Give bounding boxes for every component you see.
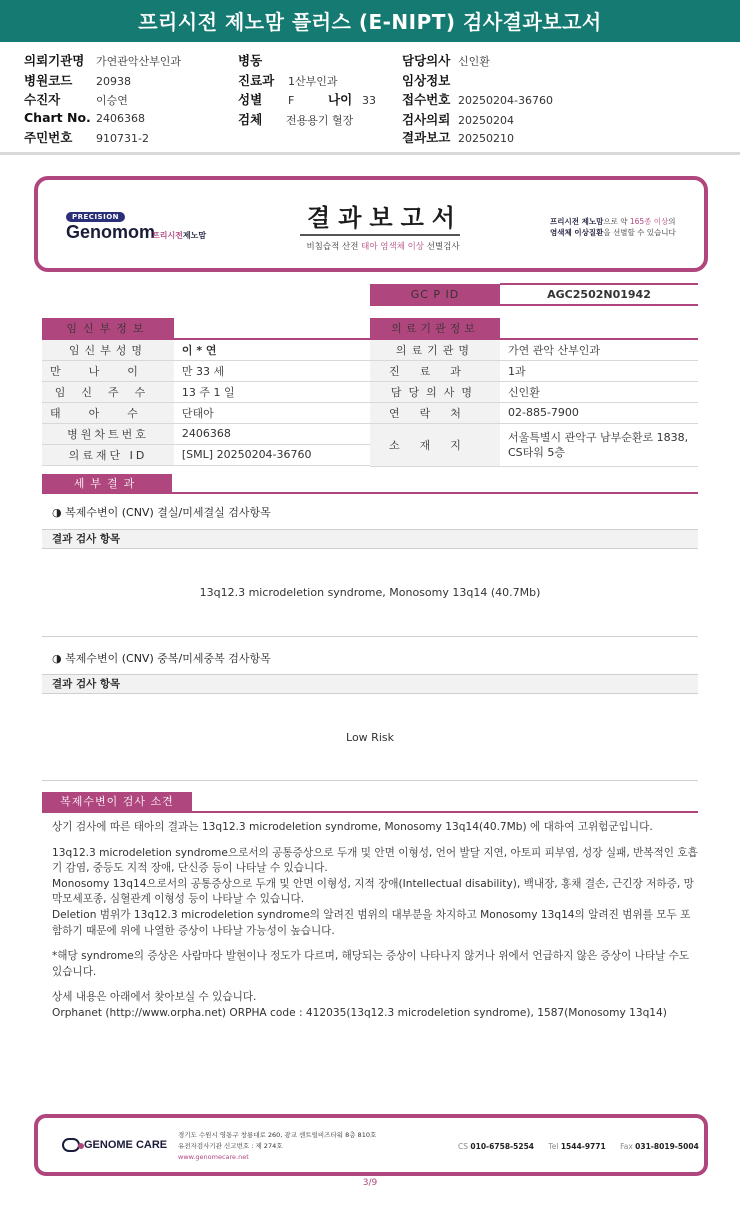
meta-row: 주민번호 910731-2 [24, 130, 149, 145]
page-number: 3/9 [362, 1178, 378, 1188]
footer-card [34, 1114, 708, 1176]
footer-contact: CS 010-6758-5254 Tel 1544-9771 Fax 031-8019-5004 [458, 1142, 699, 1151]
meta-row: 결과보고 20250210 [402, 130, 514, 145]
meta-row: 검체 전용용기 혈장 [238, 112, 354, 127]
meta-row: 검사의뢰 20250204 [402, 112, 514, 127]
findings-section-line [42, 811, 698, 813]
hospital-info-table [370, 318, 698, 467]
footer-website-link[interactable]: www.genomecare.net [178, 1153, 249, 1161]
meta-row: Chart No. 2406368 [24, 110, 145, 125]
table-row: 태아수 단태아 [42, 402, 370, 423]
genome-care-logo: GENOME CARE [62, 1138, 167, 1152]
meta-row: 접수번호 20250204-36760 [402, 92, 553, 107]
meta-divider [0, 152, 740, 155]
duplication-section-title: ◑ 복제수변이 (CNV) 중복/미세중복 검사항목 [52, 652, 271, 665]
table-row: 담당의사명 신인환 [370, 381, 698, 402]
meta-row: 임상정보 [402, 73, 451, 88]
duplication-result-value: Low Risk [346, 731, 394, 744]
report-title-bar: 프리시전 제노맘 플러스 (E-NIPT) 검사결과보고서 [0, 0, 740, 42]
meta-row: 의뢰기관명 가연관악산부인과 [24, 53, 182, 68]
table-row: 의료기관명 가연 관악 산부인과 [370, 339, 698, 360]
order-meta-panel [0, 42, 740, 154]
findings-text [52, 820, 698, 1022]
table-row: 의료재단 ID [SML] 20250204-36760 [42, 444, 370, 465]
findings-paragraph: Deletion 범위가 13q12.3 microdeletion syndrome의 알려진 범위의 대부분을 차지하고 Monosomy 13q14의 알려진 범위를 모두 포함하기 때문에 위에 나열한 증상이 나타날 가능성이 높습니다. [52, 908, 691, 937]
duplication-result-head: 결과 검사 항목 [42, 674, 698, 694]
deletion-result-line [42, 636, 698, 637]
meta-row: 담당의사 신인환 [402, 53, 490, 68]
findings-summary: 상기 검사에 따른 태아의 결과는 13q12.3 microdeletion syndrome, Monosomy 13q14(40.7Mb) 에 대하여 고위험군입니다. [52, 821, 653, 833]
duplication-result-line [42, 780, 698, 781]
report-subheading: 비침습적 산전 태아 염색체 이상 선별검사 [306, 242, 460, 252]
meta-row: 진료과 1산부인과 [238, 73, 338, 88]
table-row: 진료과 1과 [370, 360, 698, 381]
precision-badge: PRECISION [66, 212, 125, 222]
genomom-logo: Genomom [66, 222, 156, 242]
deletion-section-title: ◑ 복제수변이 (CNV) 결실/미세결실 검사항목 [52, 506, 271, 519]
table-row: 만나이 만 33 세 [42, 360, 370, 381]
findings-section-head: 복제수변이 검사 소견 [42, 792, 192, 812]
hospital-section-head: 의료기관정보 [370, 318, 500, 339]
findings-paragraph: Monosomy 13q14으로서의 공통증상으로 두개 및 안면 이형성, 지적 장애(Intellectual disability), 백내장, 홍채 결손, 근긴장 저하증, 망막모세포종, 심혈관계 이형성 등이 나타날 수 있습니다. [52, 877, 694, 906]
genome-care-mark-icon [62, 1138, 80, 1152]
findings-reference-intro: 상세 내용은 아래에서 찾아보실 수 있습니다. [52, 991, 257, 1004]
heading-rule [300, 234, 460, 236]
meta-row: 병동 [238, 53, 263, 68]
table-row: 병원차트번호 2406368 [42, 423, 370, 444]
table-row: 임신주수 13 주 1 일 [42, 381, 370, 402]
report-header-card [34, 176, 708, 272]
gcpid-value: AGC2502N01942 [500, 284, 698, 305]
findings-note: *해당 syndrome의 증상은 사람마다 발현이나 정도가 다르며, 해당되는 증상이 나타나지 않거나 위에서 언급하지 않은 증상이 나타날 수도 있습니다. [52, 950, 690, 978]
deletion-result-value: 13q12.3 microdeletion syndrome, Monosomy 13q14 (40.7Mb) [199, 586, 541, 599]
detail-section-line [42, 492, 698, 494]
logo-subtitle: 프리시전제노맘 [152, 231, 207, 240]
meta-row: 병원코드 20938 [24, 73, 131, 88]
gcpid-label: GC P ID [370, 284, 500, 305]
findings-reference: Orphanet (http://www.orpha.net) ORPHA code : 412035(13q12.3 microdeletion syndrome), 1587(Monosomy 13q14) [52, 1006, 667, 1019]
table-row: 소재지 서울특별시 관악구 남부순환로 1838, CS타워 5층 [370, 423, 698, 466]
table-row: 연락처 02-885-7900 [370, 402, 698, 423]
detail-section-head: 세부결과 [42, 474, 172, 494]
report-heading: 결과보고서 [307, 204, 463, 232]
gcpid-table [370, 283, 698, 306]
meta-row-age: 나이 33 [328, 92, 376, 107]
table-row: 임신부성명 이 * 연 [42, 339, 370, 360]
mother-section-head: 임신부정보 [42, 318, 174, 339]
meta-row: 성별 F [238, 92, 295, 107]
mother-info-table [42, 318, 370, 466]
findings-paragraph: 13q12.3 microdeletion syndrome으로서의 공통증상으로 두개 및 안면 이형성, 언어 발달 지연, 아토피 피부염, 성장 실패, 반복적인 호흡기 감염, 중등도 지적 장애, 단신증 등이 나타날 수 있습니다. [52, 846, 698, 875]
deletion-result-head: 결과 검사 항목 [42, 529, 698, 549]
coverage-note: 프리시전 제노맘으로 약 165종 이상의 염색체 이상질환을 선별할 수 있습니다 [550, 217, 676, 237]
footer-address: 경기도 수원시 영통구 창룡대로 260, 광교 센트럴비즈타워 8층 810호 유전자검사기관 신고번호 : 제 274호 www.genomecare.net [178, 1131, 377, 1161]
meta-row: 수진자 이승연 [24, 92, 128, 107]
